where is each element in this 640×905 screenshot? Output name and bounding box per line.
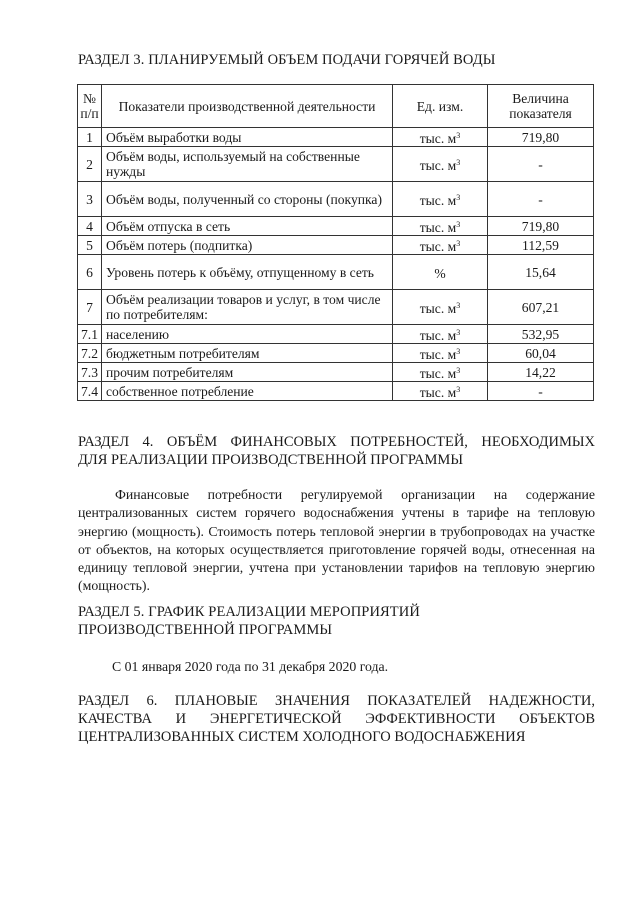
unit-superscript: 3 <box>456 131 461 140</box>
section-5-title <box>78 603 420 639</box>
section-6-title-line-1: РАЗДЕЛ 6. ПЛАНОВЫЕ ЗНАЧЕНИЯ ПОКАЗАТЕЛЕЙ НАДЕЖНОСТИ, <box>78 693 595 709</box>
unit-text: тыс. м <box>419 385 457 400</box>
unit-superscript: 3 <box>456 239 461 248</box>
row-value: 14,22 <box>488 363 594 382</box>
row-unit <box>393 344 488 363</box>
header-unit: Ед. изм. <box>393 85 488 128</box>
row-value: 532,95 <box>488 325 594 344</box>
table-row <box>78 236 594 255</box>
header-num: № п/п <box>78 85 102 128</box>
row-number: 2 <box>78 147 102 182</box>
unit-text: тыс. м <box>419 131 457 146</box>
row-indicator: Уровень потерь к объёму, отпущенному в сеть <box>102 255 393 290</box>
unit-superscript: 3 <box>456 366 461 375</box>
row-value: 60,04 <box>488 344 594 363</box>
row-unit <box>393 363 488 382</box>
row-unit <box>393 382 488 401</box>
row-value: - <box>488 147 594 182</box>
row-value: - <box>488 382 594 401</box>
row-number: 1 <box>78 128 102 147</box>
unit-text: тыс. м <box>419 158 457 173</box>
table-row <box>78 325 594 344</box>
table-header-row <box>78 85 594 128</box>
section-4-title-line-1: РАЗДЕЛ 4. ОБЪЁМ ФИНАНСОВЫХ ПОТРЕБНОСТЕЙ, НЕОБХОДИМЫХ <box>78 434 595 450</box>
unit-superscript: 3 <box>456 193 461 202</box>
row-unit <box>393 255 488 290</box>
unit-superscript: 3 <box>456 385 461 394</box>
row-indicator: Объём отпуска в сеть <box>102 217 393 236</box>
row-number: 7.2 <box>78 344 102 363</box>
row-indicator: Объём потерь (подпитка) <box>102 236 393 255</box>
row-number: 7.4 <box>78 382 102 401</box>
section-5-title-line-2: ПРОИЗВОДСТВЕННОЙ ПРОГРАММЫ <box>78 622 333 638</box>
row-value: 15,64 <box>488 255 594 290</box>
unit-superscript: 3 <box>456 301 461 310</box>
row-unit <box>393 236 488 255</box>
unit-text: % <box>434 266 446 281</box>
row-indicator: бюджетным потребителям <box>102 344 393 363</box>
hot-water-supply-table <box>77 84 594 401</box>
row-number: 4 <box>78 217 102 236</box>
section-5-period: С 01 января 2020 года по 31 декабря 2020 года. <box>112 659 389 674</box>
table-row <box>78 128 594 147</box>
header-indicator: Показатели производственной деятельности <box>102 85 393 128</box>
section-5-title-line-1: РАЗДЕЛ 5. ГРАФИК РЕАЛИЗАЦИИ МЕРОПРИЯТИЙ <box>78 604 420 620</box>
unit-text: тыс. м <box>419 193 457 208</box>
row-value: 719,80 <box>488 217 594 236</box>
unit-text: тыс. м <box>419 366 457 381</box>
row-value: 719,80 <box>488 128 594 147</box>
row-unit <box>393 147 488 182</box>
unit-text: тыс. м <box>419 328 457 343</box>
table-row <box>78 182 594 217</box>
row-unit <box>393 325 488 344</box>
section-3-title: РАЗДЕЛ 3. ПЛАНИРУЕМЫЙ ОБЪЕМ ПОДАЧИ ГОРЯЧЕЙ ВОДЫ <box>78 52 496 68</box>
row-number: 6 <box>78 255 102 290</box>
row-unit <box>393 128 488 147</box>
row-number: 3 <box>78 182 102 217</box>
table-row <box>78 344 594 363</box>
unit-superscript: 3 <box>456 220 461 229</box>
row-indicator: Объём воды, полученный со стороны (покупка) <box>102 182 393 217</box>
table-row <box>78 147 594 182</box>
unit-text: тыс. м <box>419 347 457 362</box>
table-row <box>78 290 594 325</box>
unit-superscript: 3 <box>456 158 461 167</box>
section-6-title-line-3: ЦЕНТРАЛИЗОВАННЫХ СИСТЕМ ХОЛОДНОГО ВОДОСНАБЖЕНИЯ <box>78 729 526 745</box>
row-number: 7 <box>78 290 102 325</box>
section-4-title-line-2: ДЛЯ РЕАЛИЗАЦИИ ПРОИЗВОДСТВЕННОЙ ПРОГРАММЫ <box>78 452 463 468</box>
row-number: 7.1 <box>78 325 102 344</box>
table-row <box>78 217 594 236</box>
row-indicator: Объём реализации товаров и услуг, в том числе по потребителям: <box>102 290 393 325</box>
row-value: 112,59 <box>488 236 594 255</box>
row-unit <box>393 182 488 217</box>
unit-superscript: 3 <box>456 328 461 337</box>
unit-text: тыс. м <box>419 220 457 235</box>
section-4-paragraph: Финансовые потребности регулируемой организации на содержание централизованных систем горячего водоснабжения учтены в тарифе на тепловую энергию (мощность). Стоимость потерь тепловой энергии в трубопроводах на участке от объектов, на которых осуществляется приготовление горячей воды, отнесенная на единицу тепловой энергии, учтена при установлении тарифов на тепловую энергию (мощность). <box>78 487 595 594</box>
table-row <box>78 255 594 290</box>
header-value: Величина показателя <box>488 85 594 128</box>
row-value: - <box>488 182 594 217</box>
row-unit <box>393 217 488 236</box>
unit-text: тыс. м <box>419 239 457 254</box>
section-6-title-line-2: КАЧЕСТВА И ЭНЕРГЕТИЧЕСКОЙ ЭФФЕКТИВНОСТИ ОБЪЕКТОВ <box>78 711 595 727</box>
unit-superscript: 3 <box>456 347 461 356</box>
row-value: 607,21 <box>488 290 594 325</box>
table-row <box>78 382 594 401</box>
row-indicator: Объём выработки воды <box>102 128 393 147</box>
row-unit <box>393 290 488 325</box>
unit-text: тыс. м <box>419 301 457 316</box>
row-indicator: прочим потребителям <box>102 363 393 382</box>
row-number: 5 <box>78 236 102 255</box>
table-row <box>78 363 594 382</box>
row-indicator: Объём воды, используемый на собственные нужды <box>102 147 393 182</box>
row-indicator: собственное потребление <box>102 382 393 401</box>
row-indicator: населению <box>102 325 393 344</box>
row-number: 7.3 <box>78 363 102 382</box>
